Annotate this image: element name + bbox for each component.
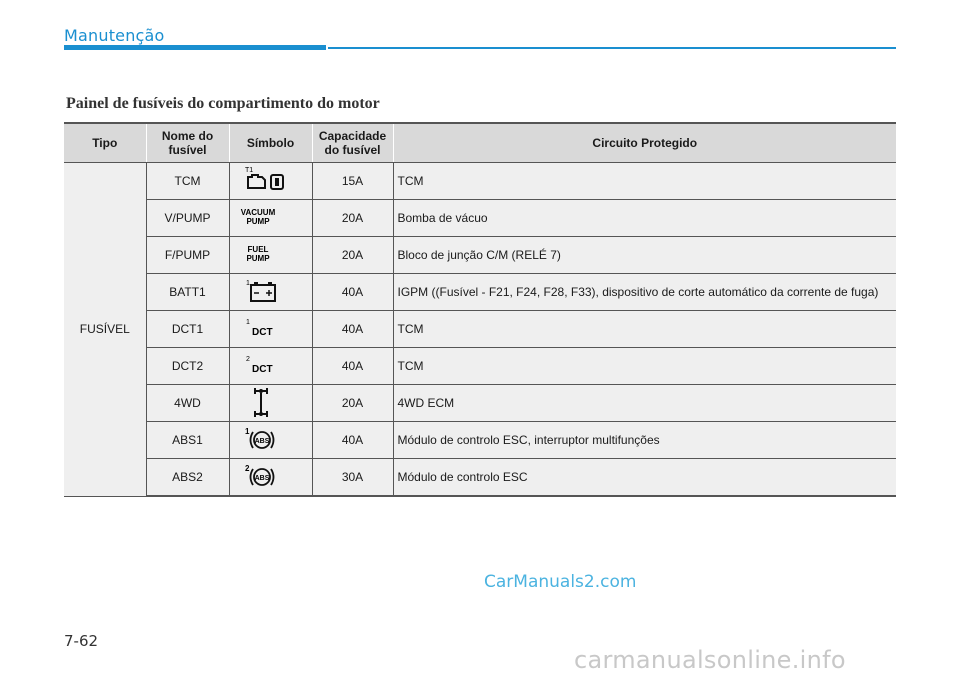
symbol-superscript: 1 [244,427,249,436]
page-title: Painel de fusíveis do compartimento do motor [66,95,380,112]
circuit-cell: Bloco de junção C/M (RELÉ 7) [393,237,896,274]
symbol-cell [229,237,312,274]
symbol-superscript: 2 [245,356,250,363]
symbol-cell [229,311,312,348]
fuse-name-cell: 4WD [146,385,229,422]
header-rule-thin [328,47,896,49]
header-fuse-name: Nome do fusível [146,123,229,163]
symbol-cell [229,348,312,385]
symbol-cell [229,163,312,200]
table-row [64,274,896,311]
symbol-cell [229,274,312,311]
symbol-superscript: 1 [245,319,250,326]
circuit-cell: TCM [393,163,896,200]
type-cell: FUSÍVEL [64,163,146,497]
symbol-text: DCT [251,327,273,338]
header-rule-thick [64,45,326,50]
abs-icon [234,459,308,495]
capacity-cell: 40A [312,422,393,459]
symbol-text: ABS [254,475,269,482]
symbol-cell [229,459,312,497]
header-circuit: Circuito Protegido [393,123,896,163]
symbol-superscript: 2 [244,464,249,473]
header-symbol: Símbolo [229,123,312,163]
table-header-row [64,123,896,163]
symbol-text: DCT [251,364,273,375]
svg-text:PUMP: PUMP [245,254,270,263]
svg-text:FUEL: FUEL [247,245,268,254]
page-number: 7-62 [64,632,99,650]
fuel-pump-label [234,237,308,273]
circuit-cell: Bomba de vácuo [393,200,896,237]
fuse-name-cell: DCT2 [146,348,229,385]
fuse-table [64,122,896,497]
circuit-cell: 4WD ECM [393,385,896,422]
site-watermark: carmanualsonline.info [574,646,846,674]
fuse-name-cell: BATT1 [146,274,229,311]
symbol-cell [229,385,312,422]
capacity-cell: 40A [312,348,393,385]
symbol-superscript: 1 [245,280,250,287]
table-row [64,311,896,348]
table-row [64,422,896,459]
capacity-cell: 20A [312,385,393,422]
header-type: Tipo [64,123,146,163]
symbol-cell [229,200,312,237]
fuse-name-cell: ABS2 [146,459,229,497]
table-row [64,348,896,385]
circuit-cell: TCM [393,311,896,348]
capacity-cell: 20A [312,200,393,237]
fuse-name-cell: TCM [146,163,229,200]
table-row [64,385,896,422]
symbol-text: ABS [254,438,269,445]
symbol-cell [229,422,312,459]
fuse-name-cell: ABS1 [146,422,229,459]
circuit-cell: TCM [393,348,896,385]
table-row [64,459,896,497]
circuit-cell: Módulo de controlo ESC, interruptor multifunções [393,422,896,459]
capacity-cell: 15A [312,163,393,200]
capacity-cell: 40A [312,311,393,348]
dct-label [234,348,308,384]
symbol-superscript: T1 [244,167,253,174]
watermark[interactable]: CarManuals2.com [484,572,637,592]
svg-text:VACUUM: VACUUM [240,208,275,217]
table-row [64,200,896,237]
svg-text:PUMP: PUMP [245,217,270,226]
fuse-name-cell: DCT1 [146,311,229,348]
capacity-cell: 20A [312,237,393,274]
fuse-name-cell: F/PUMP [146,237,229,274]
transmission-icon [234,163,308,199]
table-row [64,163,896,200]
header-capacity: Capacidade do fusível [312,123,393,163]
section-title: Manutenção [64,26,165,45]
capacity-cell: 40A [312,274,393,311]
abs-icon [234,422,308,458]
capacity-cell: 30A [312,459,393,497]
battery-icon [234,274,308,310]
vacuum-pump-label [234,200,308,236]
dct-label [234,311,308,347]
fuse-name-cell: V/PUMP [146,200,229,237]
table-row [64,237,896,274]
circuit-cell: Módulo de controlo ESC [393,459,896,497]
circuit-cell: IGPM ((Fusível - F21, F24, F28, F33), dispositivo de corte automático da corrente de fuga) [393,274,896,311]
4wd-drivetrain-icon [234,385,308,421]
